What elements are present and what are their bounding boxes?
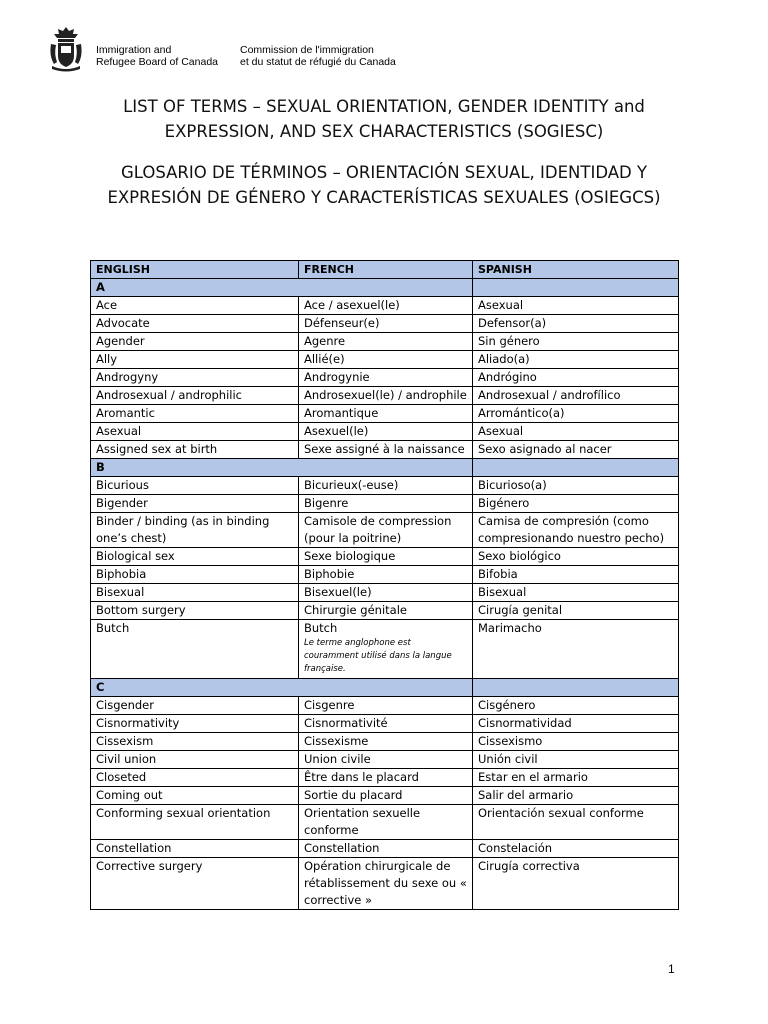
term-spanish [473,697,679,715]
term-french [299,805,473,840]
term-french [299,769,473,787]
term-english [91,733,299,751]
term-text: Unión civil [478,752,538,766]
section-letter: B [91,459,473,477]
term-text: Ace [96,298,118,312]
term-text: Être dans le placard [304,770,419,784]
term-text: Butch [304,621,338,635]
term-french [299,369,473,387]
title-spanish: GLOSARIO DE TÉRMINOS – ORIENTACIÓN SEXUAL, IDENTIDAD Y EXPRESIÓN DE GÉNERO Y CARACTERÍSTICAS SEXUALES (OSIEGCS) [107,163,661,207]
term-text: Union civile [304,752,371,766]
term-text: Sin género [478,334,540,348]
term-french [299,423,473,441]
term-spanish [473,477,679,495]
term-french [299,333,473,351]
term-french [299,715,473,733]
term-text: Andrógino [478,370,537,384]
term-note: Le terme anglophone est couramment utilisé dans la langue française. [304,638,452,674]
term-english [91,787,299,805]
term-text: Cisnormatividad [478,716,572,730]
term-text: Ally [96,352,118,366]
term-french [299,297,473,315]
term-english [91,513,299,548]
term-text: Cissexisme [304,734,369,748]
term-spanish [473,751,679,769]
organization-name-fr: Commission de l'immigration et du statut de réfugié du Canada [240,44,396,68]
table-row [91,477,679,495]
table-row [91,697,679,715]
term-french [299,495,473,513]
term-spanish [473,369,679,387]
section-letter: C [91,679,473,697]
term-text: Asexual [478,424,524,438]
term-text: Bicurious [96,478,149,492]
table-row [91,584,679,602]
term-spanish [473,405,679,423]
table-row [91,566,679,584]
term-text: Cissexism [96,734,154,748]
term-english [91,297,299,315]
term-text: Orientación sexual conforme [478,806,644,820]
term-english [91,441,299,459]
column-header-english: ENGLISH [91,261,299,279]
page-header [48,24,748,74]
term-text: Bigender [96,496,148,510]
term-text: Bisexual [96,585,145,599]
term-text: Aromantic [96,406,155,420]
term-english [91,387,299,405]
term-french [299,787,473,805]
term-text: Orientation sexuelle conforme [304,806,421,837]
term-text: Cirugía genital [478,603,563,617]
term-text: Androsexuel(le) / androphile [304,388,467,402]
term-text: Sexe biologique [304,549,396,563]
table-row [91,387,679,405]
section-letter-row [91,679,679,697]
term-text: Closeted [96,770,147,784]
term-spanish [473,602,679,620]
term-english [91,351,299,369]
section-letter: A [91,279,473,297]
term-french [299,351,473,369]
term-english [91,715,299,733]
term-spanish [473,351,679,369]
table-row [91,769,679,787]
term-text: Binder / binding (as in binding one’s chest) [96,514,270,545]
term-english [91,405,299,423]
term-spanish [473,315,679,333]
term-text: Constellation [96,841,172,855]
section-letter-blank [473,279,679,297]
term-text: Cisgenre [304,698,355,712]
term-spanish [473,840,679,858]
table-row [91,602,679,620]
term-text: Ace / asexuel(le) [304,298,400,312]
table-row [91,858,679,910]
term-text: Défenseur(e) [304,316,380,330]
term-text: Cisnormativity [96,716,180,730]
table-row [91,751,679,769]
table-row [91,787,679,805]
term-english [91,566,299,584]
term-french [299,477,473,495]
term-text: Asexuel(le) [304,424,369,438]
term-french [299,858,473,910]
term-spanish [473,566,679,584]
term-english [91,495,299,513]
term-spanish [473,297,679,315]
table-header-row [91,261,679,279]
term-spanish [473,805,679,840]
term-text: Biological sex [96,549,175,563]
terms-table-body [91,279,679,910]
table-row [91,333,679,351]
term-spanish [473,584,679,602]
term-text: Opération chirurgicale de rétablissement du sexe ou « corrective » [304,859,467,907]
term-text: Civil union [96,752,157,766]
table-row [91,805,679,840]
term-spanish [473,769,679,787]
table-row [91,495,679,513]
term-text: Camisole de compression (pour la poitrine) [304,514,452,545]
organization-name-en: Immigration and Refugee Board of Canada [96,44,219,68]
term-english [91,548,299,566]
term-text: Androgynie [304,370,370,384]
page-number: 1 [668,962,675,976]
term-text: Cisgender [96,698,154,712]
term-english [91,584,299,602]
term-text: Assigned sex at birth [96,442,218,456]
term-english [91,477,299,495]
term-english [91,369,299,387]
term-french [299,751,473,769]
term-text: Androsexual / androphilic [96,388,242,402]
term-spanish [473,513,679,548]
term-spanish [473,858,679,910]
term-english [91,423,299,441]
table-row [91,733,679,751]
term-text: Cirugía correctiva [478,859,580,873]
coat-of-arms-icon [48,26,84,72]
table-row [91,513,679,548]
title-english: LIST OF TERMS – SEXUAL ORIENTATION, GENDER IDENTITY and EXPRESSION, AND SEX CHARACTERISTICS (SOGIESC) [123,97,645,141]
term-english [91,858,299,910]
term-french [299,584,473,602]
term-spanish [473,733,679,751]
section-letter-blank [473,459,679,477]
term-spanish [473,441,679,459]
term-french [299,566,473,584]
term-french [299,733,473,751]
table-row [91,840,679,858]
term-text: Constellation [304,841,380,855]
term-french [299,513,473,548]
term-french [299,620,473,679]
section-letter-blank [473,679,679,697]
term-text: Arromántico(a) [478,406,565,420]
term-text: Corrective surgery [96,859,203,873]
term-french [299,387,473,405]
term-text: Conforming sexual orientation [96,806,271,820]
table-row [91,548,679,566]
term-french [299,405,473,423]
term-spanish [473,787,679,805]
term-text: Sexo asignado al nacer [478,442,612,456]
term-text: Androsexual / androfílico [478,388,621,402]
term-spanish [473,620,679,679]
term-text: Coming out [96,788,163,802]
term-french [299,602,473,620]
table-row [91,620,679,679]
term-spanish [473,715,679,733]
term-text: Allié(e) [304,352,345,366]
term-text: Cissexismo [478,734,543,748]
column-header-spanish: SPANISH [473,261,679,279]
term-text: Bifobia [478,567,518,581]
term-text: Androgyny [96,370,159,384]
term-spanish [473,495,679,513]
term-spanish [473,387,679,405]
term-english [91,769,299,787]
term-text: Sexe assigné à la naissance [304,442,465,456]
table-row [91,715,679,733]
term-text: Biphobie [304,567,355,581]
term-french [299,840,473,858]
term-french [299,315,473,333]
term-english [91,751,299,769]
term-text: Chirurgie génitale [304,603,407,617]
term-french [299,548,473,566]
table-row [91,441,679,459]
term-text: Bicurieux(-euse) [304,478,399,492]
term-text: Agender [96,334,145,348]
term-text: Bigénero [478,496,530,510]
term-english [91,840,299,858]
term-text: Advocate [96,316,150,330]
term-text: Bicurioso(a) [478,478,547,492]
term-text: Biphobia [96,567,147,581]
term-text: Estar en el armario [478,770,588,784]
term-text: Salir del armario [478,788,574,802]
term-text: Aliado(a) [478,352,530,366]
column-header-french: FRENCH [299,261,473,279]
term-text: Sexo biológico [478,549,561,563]
term-text: Sortie du placard [304,788,403,802]
term-text: Aromantique [304,406,379,420]
term-text: Butch [96,621,130,635]
table-row [91,351,679,369]
table-row [91,369,679,387]
table-row [91,423,679,441]
term-text: Bottom surgery [96,603,186,617]
section-letter-row [91,279,679,297]
term-text: Cisnormativité [304,716,388,730]
term-french [299,441,473,459]
term-text: Bisexuel(le) [304,585,372,599]
term-text: Agenre [304,334,346,348]
term-english [91,333,299,351]
table-row [91,297,679,315]
term-english [91,602,299,620]
term-text: Asexual [96,424,142,438]
term-spanish [473,333,679,351]
term-english [91,315,299,333]
term-french [299,697,473,715]
term-text: Bigenre [304,496,349,510]
table-row [91,315,679,333]
term-english [91,805,299,840]
term-spanish [473,423,679,441]
term-text: Cisgénero [478,698,536,712]
term-english [91,620,299,679]
term-text: Constelación [478,841,553,855]
table-row [91,405,679,423]
term-text: Defensor(a) [478,316,547,330]
term-english [91,697,299,715]
section-letter-row [91,459,679,477]
term-text: Marimacho [478,621,542,635]
terms-table [90,260,679,910]
term-text: Bisexual [478,585,527,599]
term-text: Asexual [478,298,524,312]
term-text: Camisa de compresión (como compresionando nuestro pecho) [478,514,665,545]
term-spanish [473,548,679,566]
